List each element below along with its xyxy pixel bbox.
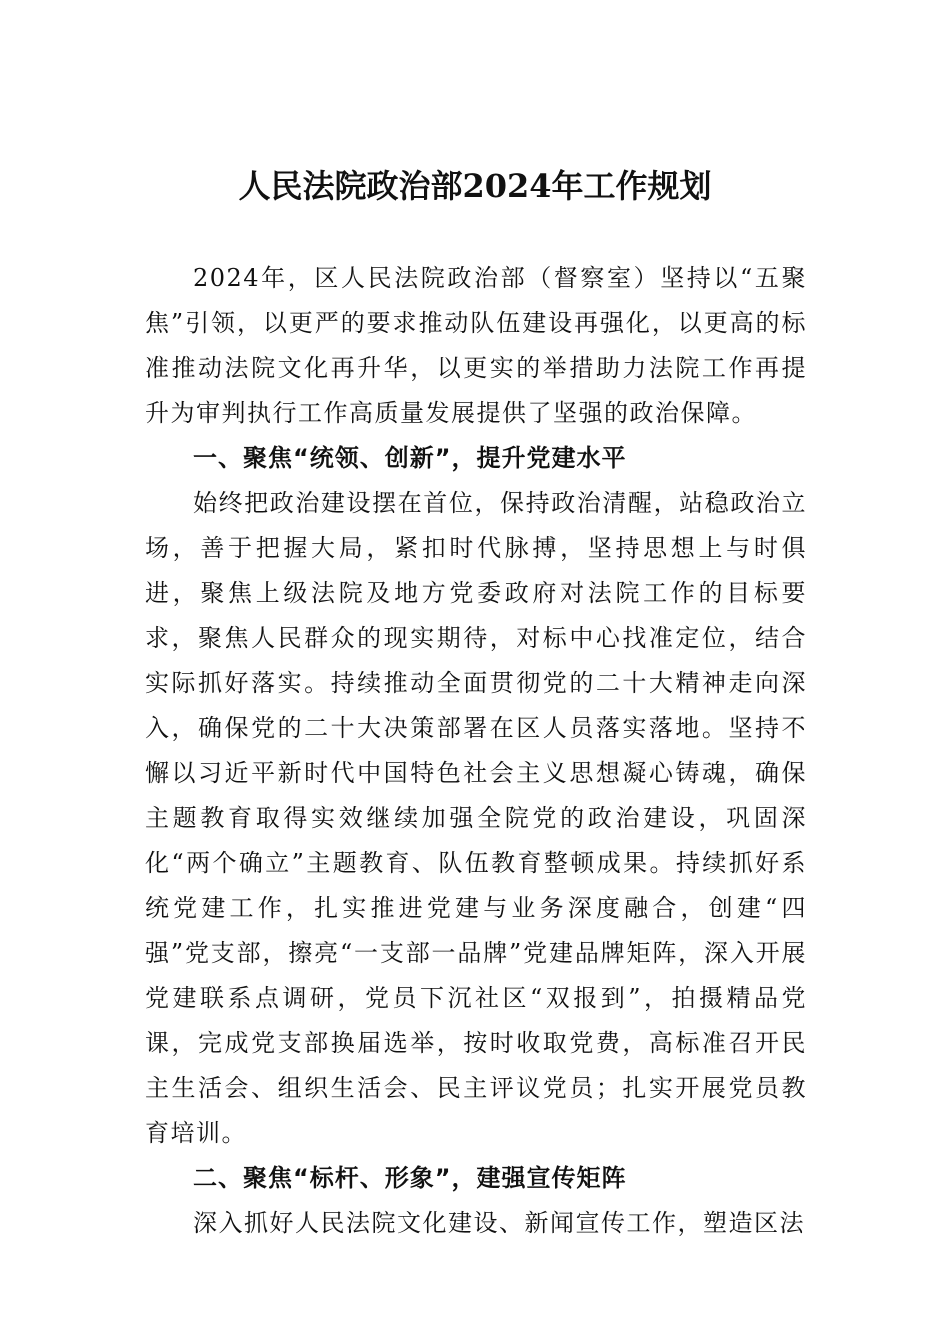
intro-paragraph: 2024年，区人民法院政治部（督察室）坚持以“五聚焦”引领，以更严的要求推动队伍建设再强化，以更高的标准推动法院文化再升华，以更实的举措助力法院工作再提升为审判执行工作高质量发展提供了坚强的政治保障。 bbox=[145, 264, 807, 427]
document-body bbox=[145, 256, 807, 1246]
section2-paragraph: 深入抓好人民法院文化建设、新闻宣传工作，塑造区法 bbox=[193, 1209, 805, 1237]
section2-heading: 二、聚焦“标杆、形象”，建强宣传矩阵 bbox=[193, 1164, 627, 1192]
section1-paragraph: 始终把政治建设摆在首位，保持政治清醒，站稳政治立场，善于把握大局，紧扣时代脉搏，坚持思想上与时俱进，聚焦上级法院及地方党委政府对法院工作的目标要求，聚焦人民群众的现实期待，对标中心找准定位，结合实际抓好落实。持续推动全面贯彻党的二十大精神走向深入，确保党的二十大决策部署在区人员落实落地。坚持不懈以习近平新时代中国特色社会主义思想凝心铸魂，确保主题教育取得实效继续加强全院党的政治建设，巩固深化“两个确立”主题教育、队伍教育整顿成果。持续抓好系统党建工作，扎实推进党建与业务深度融合，创建“四强”党支部，擦亮“一支部一品牌”党建品牌矩阵，深入开展党建联系点调研，党员下沉社区“双报到”，拍摄精品党课，完成党支部换届选举，按时收取党费，高标准召开民主生活会、组织生活会、民主评议党员；扎实开展党员教育培训。 bbox=[145, 489, 807, 1147]
section1-heading: 一、聚焦“统领、创新”，提升党建水平 bbox=[193, 444, 627, 472]
document-title: 人民法院政治部2024年工作规划 bbox=[238, 167, 712, 205]
